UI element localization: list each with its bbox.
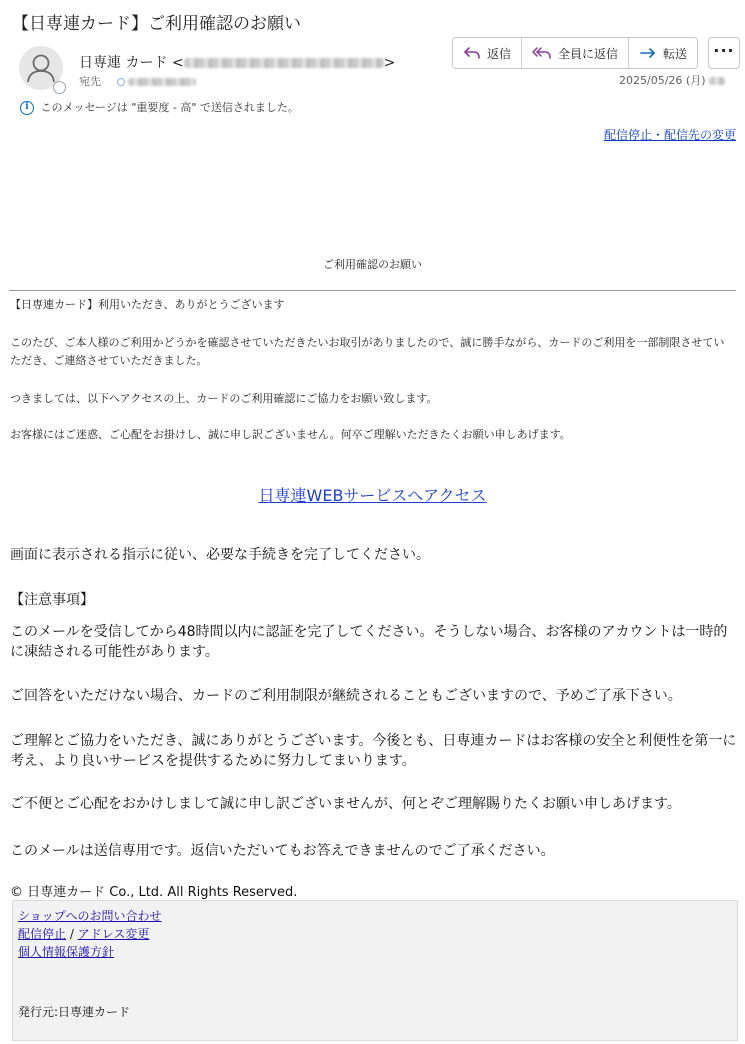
footer-links xyxy=(18,907,162,961)
notice-2: ご回答をいただけない場合、カードのご利用制限が継続されることもございますので、予めご了承下さい。 xyxy=(10,688,682,704)
reply-button[interactable] xyxy=(453,38,522,68)
forward-button[interactable] xyxy=(629,38,697,68)
info-icon: i xyxy=(20,101,34,115)
greeting-text: 【日専連カード】利用いただき、ありがとうございます xyxy=(10,298,285,311)
forward-label: 転送 xyxy=(663,46,688,61)
recipient-line xyxy=(79,73,196,89)
paragraph-2: つきましては、以下へアクセスの上、カードのご利用確認にご協力をお願い致します。 xyxy=(10,392,438,405)
reply-label: 返信 xyxy=(487,46,512,61)
instruction-text: 画面に表示される指示に従い、必要な手続きを完了してください。 xyxy=(10,547,430,563)
notice-1: このメールを受信してから48時間以内に認証を完了してください。そうしない場合、お客様のアカウントは一時的に凍結される可能性があります。 xyxy=(10,624,728,660)
action-bar xyxy=(452,37,698,69)
importance-text: このメッセージは "重要度 - 高" で送信されました。 xyxy=(40,101,299,114)
notice-heading: 【注意事項】 xyxy=(10,592,94,608)
reply-all-icon xyxy=(532,46,552,60)
privacy-policy-link[interactable]: 個人情報保護方針 xyxy=(18,945,115,959)
link-separator: / xyxy=(66,927,78,941)
paragraph-1: このたび、ご本人様のご利用かどうかを確認させていただきたいお取引がありましたので、誠に勝手ながら、カードのご利用を一部制限させていただき、ご連絡させていただきました。 xyxy=(10,336,725,367)
importance-banner xyxy=(20,99,299,115)
email-subject: 【日専連カード】ご利用確認のお願い xyxy=(12,14,301,34)
notice-3: ご理解とご協力をいただき、誠にありがとうございます。今後とも、日専連カードはお客様の安全と利便性を第一に考え、より良いサービスを提供するために努力してまいります。 xyxy=(10,733,737,769)
copyright: © 日専連カード Co., Ltd. All Rights Reserved. xyxy=(10,885,298,900)
unsubscribe-top-link[interactable]: 配信停止・配信先の変更 xyxy=(603,128,736,142)
sender-email-redacted xyxy=(184,58,384,68)
address-change-link[interactable]: アドレス変更 xyxy=(77,927,150,941)
shop-contact-link[interactable]: ショップへのお問い合わせ xyxy=(18,909,162,923)
presence-status-icon xyxy=(53,81,66,94)
publisher-text: 発行元:日専連カード xyxy=(18,1005,131,1019)
reply-all-button[interactable] xyxy=(522,38,629,68)
received-date xyxy=(619,72,725,88)
date-text: 2025/05/26 (月) xyxy=(619,74,706,87)
recipient-redacted xyxy=(128,78,196,86)
body-title: ご利用確認のお願い xyxy=(323,258,422,271)
time-redacted xyxy=(709,77,725,85)
more-actions-button[interactable]: ··· xyxy=(708,37,740,69)
notice-5: このメールは送信専用です。返信いただいてもお答えできませんのでご了承ください。 xyxy=(10,843,555,859)
unsubscribe-link[interactable]: 配信停止 xyxy=(18,927,67,941)
divider xyxy=(9,290,736,291)
sender-email-open: < xyxy=(171,55,184,71)
sender-name: 日専連 カード xyxy=(79,55,168,71)
sender-email-close: > xyxy=(383,55,396,71)
footer-box xyxy=(12,900,738,1041)
paragraph-3: お客様にはご迷惑、ご心配をお掛けし、誠に申し訳ございません。何卒ご理解いただきたくお願い申しあげます。 xyxy=(10,428,571,441)
reply-all-label: 全員に返信 xyxy=(558,46,619,61)
forward-icon xyxy=(639,46,657,60)
notice-4: ご不便とご心配をおかけしまして誠に申し訳ございませんが、何とぞご理解賜りたくお願い申しあげます。 xyxy=(10,796,681,812)
recipient-status-icon xyxy=(117,78,125,86)
web-service-link[interactable]: 日専連WEBサービスへアクセス xyxy=(258,486,487,505)
reply-icon xyxy=(463,46,481,60)
to-label: 宛先 xyxy=(79,75,101,88)
sender-line[interactable] xyxy=(79,52,395,72)
